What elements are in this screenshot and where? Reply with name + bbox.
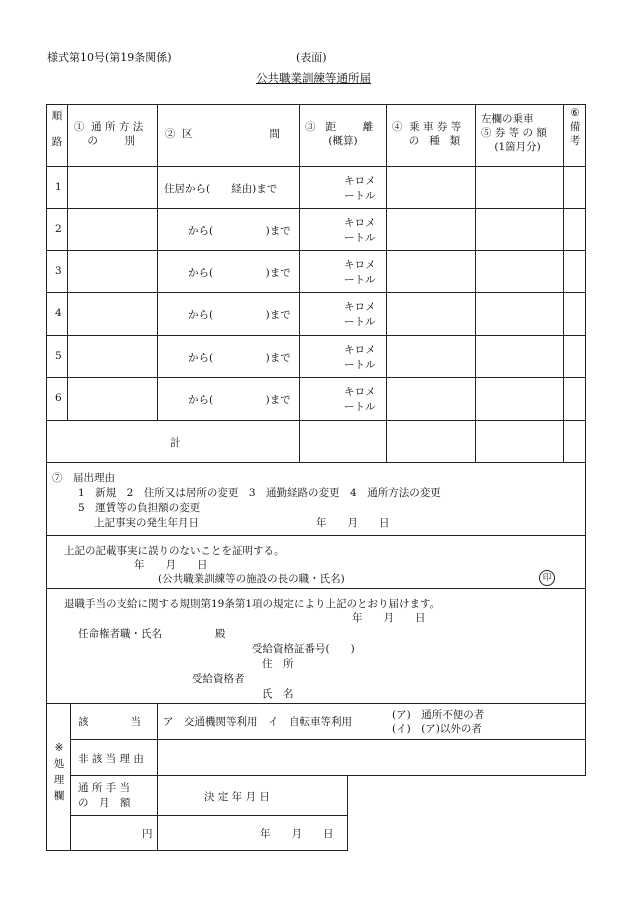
row-number: 1 bbox=[55, 181, 62, 193]
row-distance: キロメ ートル bbox=[344, 386, 376, 413]
address-label: 住 所 bbox=[262, 658, 294, 670]
row-distance: キロメ ートル bbox=[344, 344, 376, 371]
monthly-allowance-label: 通 所 手 当 の 月 額 bbox=[78, 782, 131, 809]
row-number: 2 bbox=[55, 223, 62, 235]
route-table bbox=[46, 104, 586, 463]
honorific: 殿 bbox=[215, 628, 226, 640]
row-section: から( )まで bbox=[188, 352, 291, 364]
header-remarks: ⑥ 備 考 bbox=[569, 107, 581, 147]
form-number: 様式第10号(第19条関係) bbox=[47, 51, 172, 64]
notification-date: 年 月 日 bbox=[352, 612, 426, 624]
header-distance: ③ 距 離 (概算) bbox=[305, 121, 374, 147]
certificate-number: 受給資格証番号( ) bbox=[252, 643, 355, 655]
row-section: から( )まで bbox=[188, 225, 291, 237]
row-number: 4 bbox=[55, 307, 62, 319]
reason-title: ⑦ 届出理由 bbox=[52, 472, 115, 484]
row-number: 6 bbox=[55, 392, 62, 404]
row-section: から( )まで bbox=[188, 394, 291, 406]
appointer-label: 任命権者職・氏名 bbox=[78, 628, 162, 640]
header-ticket-amount: 左欄の乗車 ⑤ 券 等 の 額 (1箇月分) bbox=[481, 113, 547, 153]
not-applicable-label: 非 該 当 理 由 bbox=[78, 753, 144, 765]
applicable-option-b: (イ) (ア)以外の者 bbox=[392, 723, 482, 735]
header-section: ② 区 間 bbox=[165, 128, 280, 140]
row-number: 3 bbox=[55, 265, 62, 277]
occurrence-date: 年 月 日 bbox=[316, 517, 390, 529]
applicable-label: 該 当 bbox=[78, 716, 141, 728]
applicable-option-a: (ア) 通所不便の者 bbox=[392, 709, 485, 721]
certification-date: 年 月 日 bbox=[134, 559, 208, 571]
notification-text: 退職手当の支給に関する規則第19条第1項の規定により上記のとおり届けます。 bbox=[64, 598, 441, 610]
yen-unit: 円 bbox=[142, 828, 153, 840]
occurrence-date-label: 上記事実の発生年月日 bbox=[94, 517, 199, 529]
row-distance: キロメ ートル bbox=[344, 301, 376, 328]
row-section: 住居から( 経由)まで bbox=[164, 183, 278, 195]
page-title: 公共職業訓練等通所届 bbox=[256, 71, 371, 85]
qualified-person-label: 受給資格者 bbox=[192, 673, 245, 685]
reason-options-2: 5 運賃等の負担額の変更 bbox=[78, 502, 201, 514]
row-distance: キロメ ートル bbox=[344, 175, 376, 202]
seal-mark: 印 bbox=[539, 570, 555, 586]
facility-head-name: (公共職業訓練等の施設の長の職・氏名) bbox=[158, 573, 345, 585]
row-distance: キロメ ートル bbox=[344, 259, 376, 286]
total-label: 計 bbox=[170, 437, 181, 449]
header-ticket-type: ④ 乗 車 券 等 の 種 類 bbox=[392, 121, 462, 147]
side-label: (表面) bbox=[296, 51, 327, 64]
decision-date-label: 決 定 年 月 日 bbox=[204, 791, 270, 803]
decision-date: 年 月 日 bbox=[260, 828, 334, 840]
row-number: 5 bbox=[55, 350, 62, 362]
row-section: から( )まで bbox=[188, 309, 291, 321]
header-method: ① 通 所 方 法 の 別 bbox=[74, 121, 144, 147]
reason-options-1: 1 新規 2 住所又は居所の変更 3 通勤経路の変更 4 通所方法の変更 bbox=[78, 487, 441, 499]
header-order: 順 路 bbox=[51, 110, 63, 148]
row-section: から( )まで bbox=[188, 267, 291, 279]
row-distance: キロメ ートル bbox=[344, 217, 376, 244]
applicable-options: ア 交通機関等利用 イ 自転車等利用 bbox=[163, 716, 352, 728]
certification-text: 上記の記載事実に誤りのないことを証明する。 bbox=[64, 545, 285, 557]
name-label: 氏 名 bbox=[262, 688, 294, 700]
processing-column-label: ※ 処 理 欄 bbox=[53, 742, 65, 802]
